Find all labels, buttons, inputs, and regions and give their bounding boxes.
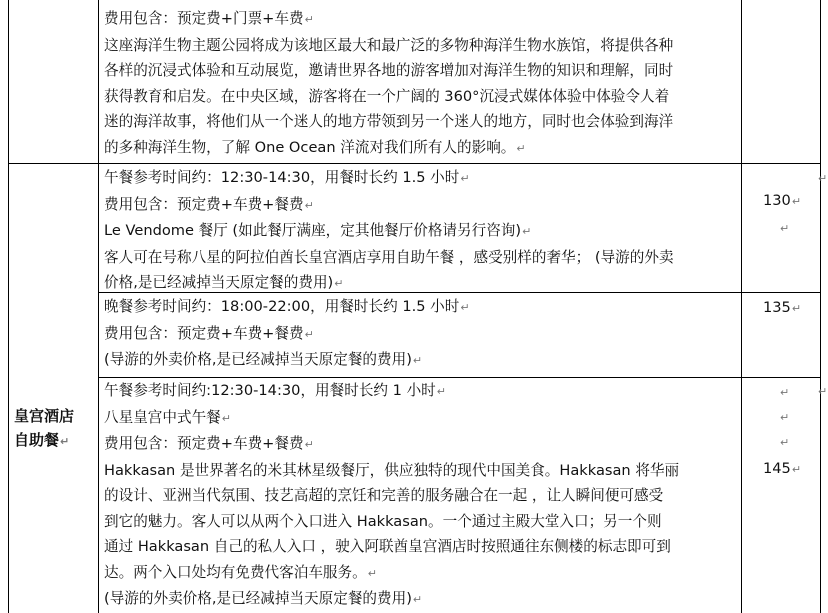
row-lunch-hakkasan (104, 378, 736, 613)
text-line: 达。两个入口处均有免费代客泊车服务。↵ (104, 563, 377, 581)
text-line: 的多种海洋生物，了解 One Ocean 洋流对我们所有人的影响。↵ (104, 138, 526, 156)
price-lunch: 130↵ (762, 192, 802, 209)
text-line: 费用包含：预定费+车费+餐费↵ (104, 195, 314, 213)
row-label-palace-buffet (14, 404, 98, 454)
row-dinner (104, 294, 736, 374)
text-line: 获得教育和启发。在中央区域，游客将在一个广阔的 360°沉浸式媒体体验中体验令人着 (104, 87, 670, 105)
row-divider-1 (8, 163, 821, 164)
paragraph-mark-icon: ↵ (780, 436, 790, 449)
row-lunch-le-vendome (104, 165, 736, 297)
text-line: 这座海洋生物主题公园将成为该地区最大和最广泛的多物种海洋生物水族馆，将提供各种 (104, 36, 674, 54)
label-column-divider (98, 0, 99, 613)
paragraph-mark-icon: ↵ (780, 386, 790, 399)
label-line: 皇宫酒店 (14, 407, 75, 425)
text-line: 到它的魅力。客人可以从两个入口进入 Hakkasan。一个通过主殿大堂入口；另一个则 (104, 512, 662, 530)
paragraph-mark-icon: ↵ (780, 411, 790, 424)
text-line: 费用包含：预定费+门票+车费↵ (104, 10, 314, 27)
text-line: (导游的外卖价格,是已经减掉当天原定餐的费用)↵ (104, 590, 423, 607)
text-line: 午餐参考时间约：12:30-14:30，用餐时长约 1.5 小时↵ (104, 169, 470, 186)
price-hakkasan: 145↵ (762, 460, 802, 477)
paragraph-mark-icon: ↵ (818, 385, 828, 398)
text-line: 客人可在号称八星的阿拉伯酋长皇宫酒店享用自助午餐 ，感受别样的奢华； (导游的外卖 (104, 248, 674, 266)
text-line: 的设计、亚洲当代氛围、技艺高超的烹饪和完善的服务融合在一起 ，让人瞬间便可感受 (104, 487, 664, 504)
text-line: 通过 Hakkasan 自己的私人入口 ，驶入阿联酋皇宫酒店时按照通往东侧楼的标志即可到 (104, 538, 671, 555)
label-line: 自助餐↵ (14, 431, 70, 449)
text-line: 价格,是已经减掉当天原定餐的费用)↵ (104, 274, 344, 291)
text-line: 费用包含：预定费+车费+餐费↵ (104, 324, 314, 342)
text-line: 各样的沉浸式体验和互动展览，邀请世界各地的游客增加对海洋生物的知识和理解，同时 (104, 62, 674, 79)
text-line: 费用包含：预定费+车费+餐费↵ (104, 435, 314, 452)
text-line: 八星皇宫中式午餐↵ (104, 408, 231, 426)
price-dinner: 135↵ (762, 299, 802, 316)
text-line: (导游的外卖价格,是已经减掉当天原定餐的费用)↵ (104, 351, 423, 368)
text-line: 午餐参考时间约:12:30-14:30，用餐时长约 1 小时↵ (104, 382, 446, 399)
paragraph-mark-icon: ↵ (780, 222, 790, 235)
paragraph-mark-icon: ↵ (818, 172, 828, 185)
text-line: Hakkasan 是世界著名的米其林星级餐厅，供应独特的现代中国美食。Hakkasan 将华丽 (104, 461, 680, 479)
text-line: Le Vendome 餐厅 (如此餐厅满座，定其他餐厅价格请另行咨询)↵ (104, 222, 532, 239)
text-line: 晚餐参考时间约：18:00-22:00，用餐时长约 1.5 小时↵ (104, 298, 470, 315)
text-line: 迷的海洋故事，将他们从一个迷人的地方带领到另一个迷人的地方，同时也会体验到海洋 (104, 113, 674, 130)
row-ocean-park (104, 6, 736, 161)
table-left-border (8, 0, 9, 613)
